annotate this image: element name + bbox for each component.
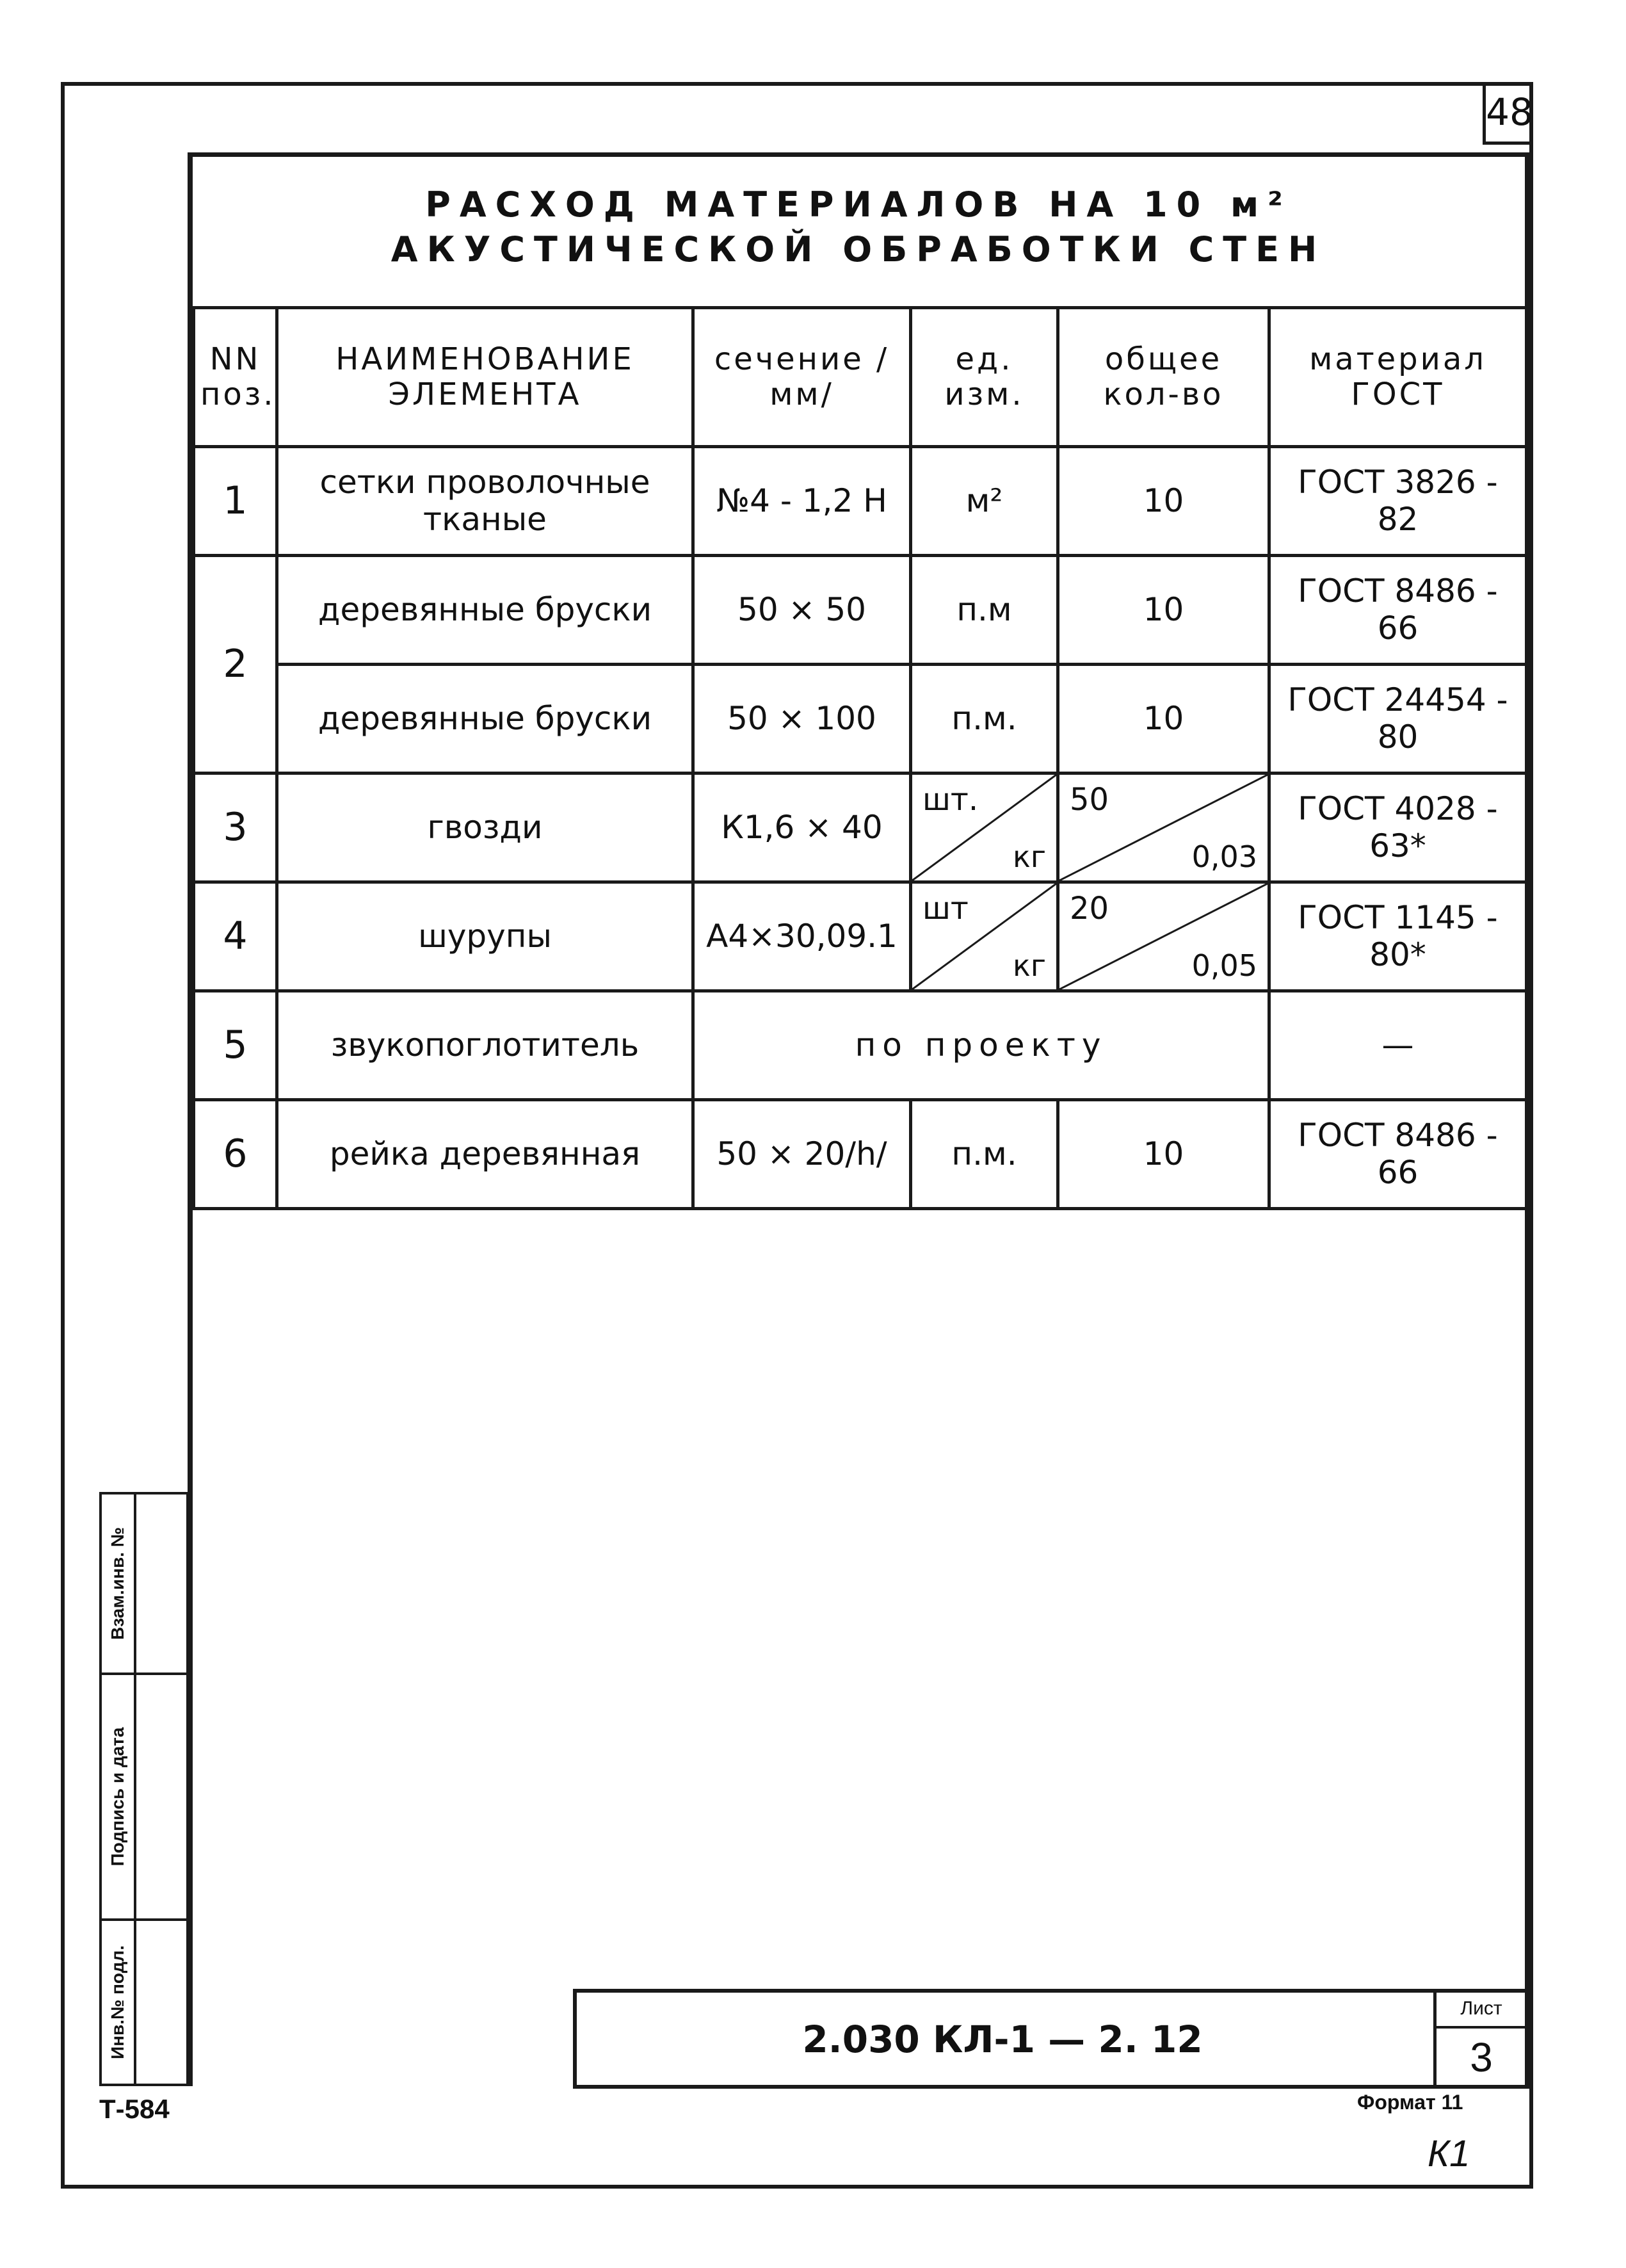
stamp-cell-replace-inv xyxy=(102,1494,136,1673)
header-name: НАИМЕНОВАНИЕ ЭЛЕМЕНТА xyxy=(277,308,693,447)
row-material: ГОСТ 8486 - 66 xyxy=(1269,556,1527,665)
row-unit-split xyxy=(911,882,1058,991)
sheet-cell xyxy=(1433,1993,1526,2085)
unit-bottom: кг xyxy=(1013,839,1046,875)
document-code: 2.030 КЛ-1 — 2. 12 xyxy=(802,2018,1203,2061)
row-unit: п.м xyxy=(911,556,1058,665)
footer-left-code: Т-584 xyxy=(99,2094,170,2124)
row-material: ГОСТ 4028 - 63* xyxy=(1269,774,1527,882)
row-name: деревянные бруски xyxy=(277,665,693,774)
row-material: — xyxy=(1269,991,1527,1100)
sheet-label: Лист xyxy=(1437,1993,1526,2029)
row-section: 50 × 50 xyxy=(693,556,911,665)
row-section: 50 × 20/h/ xyxy=(693,1100,911,1209)
header-section: сечение /мм/ xyxy=(693,308,911,447)
stamp-cell-signature xyxy=(102,1675,136,1918)
qty-top: 50 xyxy=(1070,782,1109,818)
row-pos: 5 xyxy=(194,991,277,1100)
row-section: 50 × 100 xyxy=(693,665,911,774)
row-section: К1,6 × 40 xyxy=(693,774,911,882)
title-line-1: РАСХОД МАТЕРИАЛОВ НА 10 м² xyxy=(425,184,1292,225)
stamp-label-signature: Подпись и дата xyxy=(108,1727,127,1867)
row-qty: 10 xyxy=(1058,447,1269,556)
qty-bottom: 0,03 xyxy=(1191,839,1257,875)
title-line-2: АКУСТИЧЕСКОЙ ОБРАБОТКИ СТЕН xyxy=(390,229,1326,270)
row-pos: 6 xyxy=(194,1100,277,1209)
row-qty: 10 xyxy=(1058,556,1269,665)
row-name: гвозди xyxy=(277,774,693,882)
row-pos: 1 xyxy=(194,447,277,556)
row-unit: п.м. xyxy=(911,1100,1058,1209)
row-section: №4 - 1,2 Н xyxy=(693,447,911,556)
unit-top: шт xyxy=(922,891,969,927)
qty-bottom: 0,05 xyxy=(1191,948,1257,984)
page-title xyxy=(192,157,1525,304)
row-material: ГОСТ 3826 - 82 xyxy=(1269,447,1527,556)
row-pos: 4 xyxy=(194,882,277,991)
header-qty: общее кол-во xyxy=(1058,308,1269,447)
row-unit-split xyxy=(911,774,1058,882)
corner-sheet-number: 48 xyxy=(1483,82,1533,145)
stamp-cell-inv-orig xyxy=(102,1921,136,2084)
row-section: А4×30,09.1 xyxy=(693,882,911,991)
unit-top: шт. xyxy=(922,782,979,818)
header-unit: ед. изм. xyxy=(911,308,1058,447)
unit-bottom: кг xyxy=(1013,948,1046,984)
row-name: шурупы xyxy=(277,882,693,991)
table-row xyxy=(194,774,1527,882)
table-row xyxy=(194,556,1527,665)
row-qty-split xyxy=(1058,774,1269,882)
table-header-row xyxy=(194,308,1527,447)
table-row xyxy=(194,1100,1527,1209)
qty-top: 20 xyxy=(1070,891,1109,927)
corner-mark: К1 xyxy=(1428,2133,1470,2175)
row-name: звукопоглотитель xyxy=(277,991,693,1100)
row-pos: 3 xyxy=(194,774,277,882)
table-row xyxy=(194,882,1527,991)
row-qty: 10 xyxy=(1058,1100,1269,1209)
table-row xyxy=(194,991,1527,1100)
row-unit: м² xyxy=(911,447,1058,556)
footer-format: Формат 11 xyxy=(1357,2091,1463,2114)
sheet-value: 3 xyxy=(1470,2034,1493,2080)
materials-table xyxy=(192,306,1528,1210)
side-stamp xyxy=(99,1492,189,2086)
row-material: ГОСТ 1145 - 80* xyxy=(1269,882,1527,991)
header-pos: NN поз. xyxy=(194,308,277,447)
row-name: деревянные бруски xyxy=(277,556,693,665)
row-name: сетки проволочные тканые xyxy=(277,447,693,556)
row-unit: п.м. xyxy=(911,665,1058,774)
row-pos: 2 xyxy=(194,556,277,774)
stamp-label-replace-inv: Взам.инв. № xyxy=(108,1527,127,1640)
row-material: ГОСТ 24454 - 80 xyxy=(1269,665,1527,774)
row-name: рейка деревянная xyxy=(277,1100,693,1209)
row-material: ГОСТ 8486 - 66 xyxy=(1269,1100,1527,1209)
table-row xyxy=(194,665,1527,774)
title-block xyxy=(573,1989,1530,2089)
stamp-label-inv-orig: Инв.№ подл. xyxy=(108,1945,127,2060)
row-qty-split xyxy=(1058,882,1269,991)
row-merged-note: по проекту xyxy=(693,991,1269,1100)
row-qty: 10 xyxy=(1058,665,1269,774)
table-row xyxy=(194,447,1527,556)
header-material: материал ГОСТ xyxy=(1269,308,1527,447)
